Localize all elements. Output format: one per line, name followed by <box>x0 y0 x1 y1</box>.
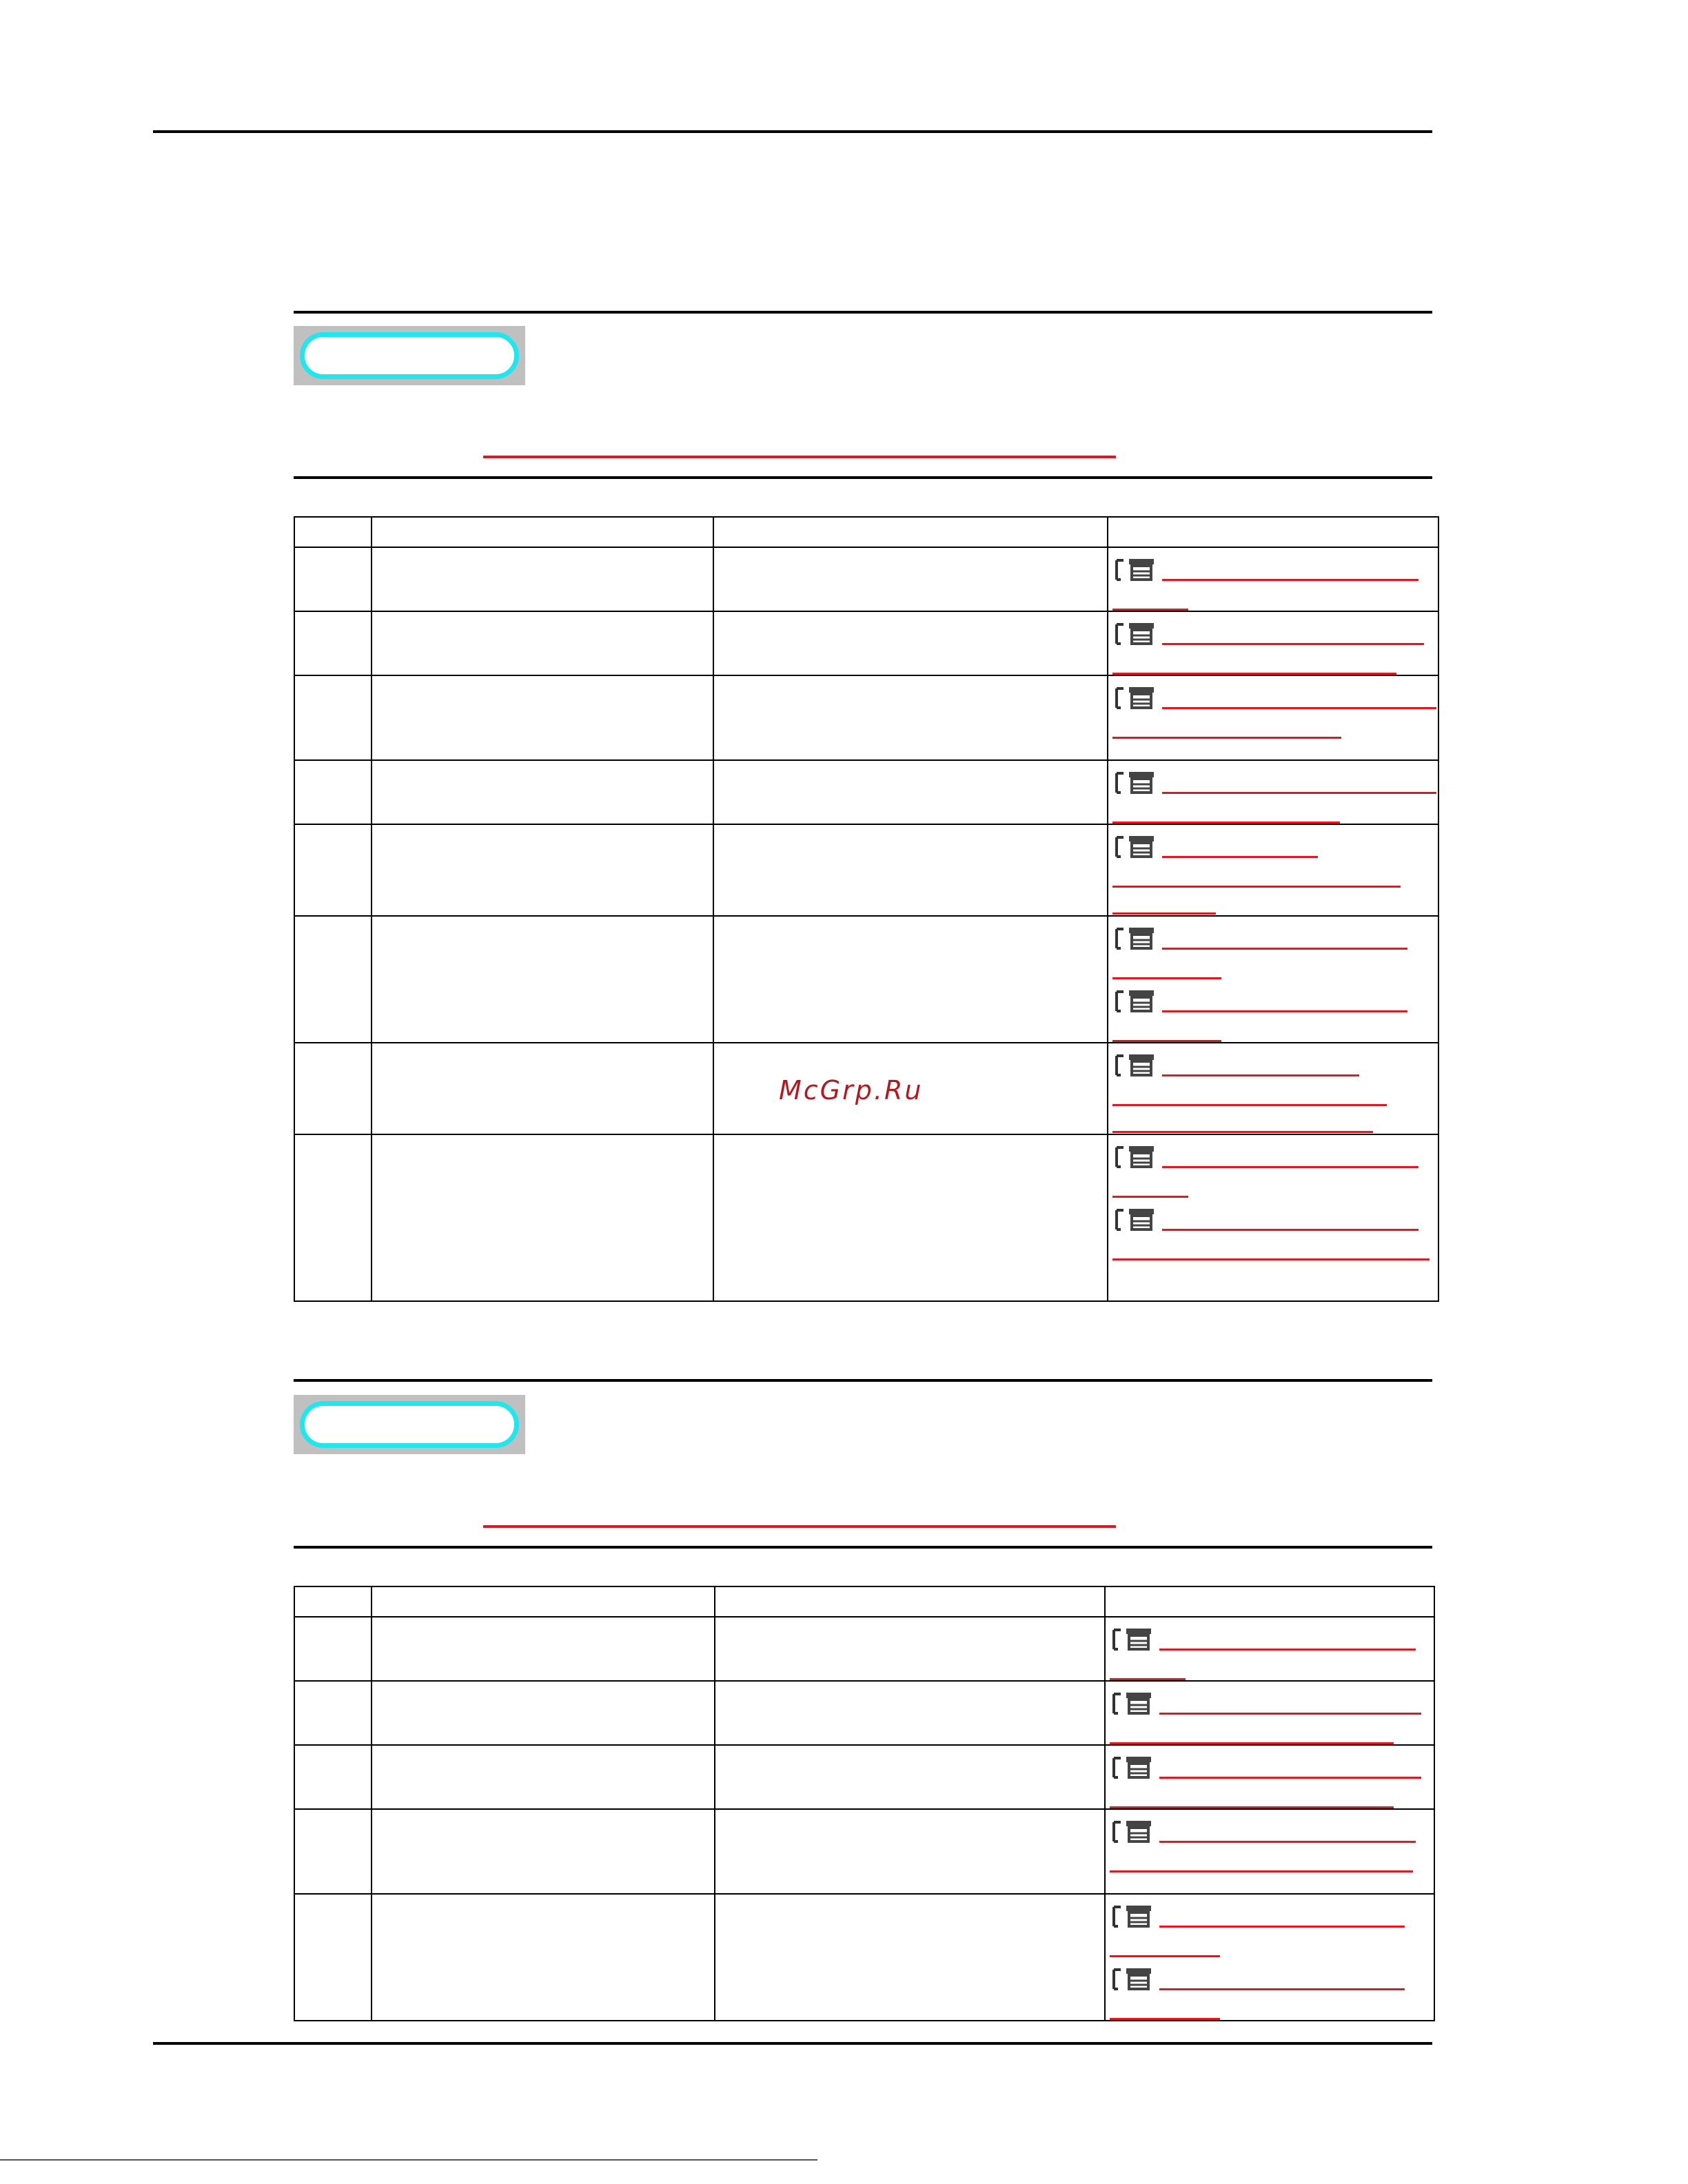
document-reference-icon <box>1112 1206 1162 1234</box>
section2-bottom-rule <box>294 1546 1432 1549</box>
table-row <box>294 1745 1434 1809</box>
table-cell <box>372 824 713 916</box>
reference-line <box>1108 676 1438 712</box>
reference-link[interactable] <box>1106 1617 1434 1680</box>
table-cell <box>372 1745 715 1809</box>
document-reference-icon <box>1110 1690 1159 1717</box>
scan-edge-line <box>0 2159 817 2161</box>
table-cell <box>372 1043 713 1134</box>
reference-link[interactable] <box>1106 1957 1434 2020</box>
reference-line <box>1106 1617 1434 1653</box>
reference-line <box>1108 548 1438 584</box>
table-cell <box>294 611 372 675</box>
table-cell <box>713 824 1108 916</box>
document-reference-icon <box>1112 769 1162 797</box>
reference-link[interactable] <box>1106 1810 1434 1872</box>
table-row <box>294 675 1438 760</box>
section1-table <box>294 516 1439 1302</box>
table-cell <box>372 760 713 824</box>
table-row <box>294 760 1438 824</box>
reference-underline[interactable] <box>1112 1104 1387 1106</box>
document-reference-icon <box>1112 833 1162 861</box>
reference-link[interactable] <box>1108 1043 1438 1133</box>
reference-cell <box>1105 1809 1434 1894</box>
table-cell <box>372 1894 715 2021</box>
header-cell <box>1105 1586 1434 1617</box>
reference-line <box>1108 979 1438 1015</box>
section2-badge <box>294 1395 525 1454</box>
document-reference-icon <box>1110 1966 1159 1993</box>
reference-cell <box>1105 1894 1434 2021</box>
table-cell <box>294 760 372 824</box>
table-cell <box>713 547 1108 611</box>
table-row <box>294 916 1438 1043</box>
reference-underline[interactable] <box>1112 886 1401 888</box>
reference-line <box>1106 1957 1434 1993</box>
reference-underline[interactable] <box>1110 2018 1220 2020</box>
reference-underline[interactable] <box>1112 912 1216 915</box>
reference-underline[interactable] <box>1159 1777 1421 1779</box>
document-reference-icon <box>1112 556 1162 584</box>
section1-badge-pill <box>300 332 519 379</box>
reference-underline[interactable] <box>1159 1713 1421 1715</box>
reference-cell <box>1108 824 1438 916</box>
reference-link[interactable] <box>1106 1746 1434 1808</box>
section1-title-link[interactable] <box>483 456 1116 458</box>
table-cell <box>713 916 1108 1043</box>
reference-underline[interactable] <box>1162 643 1424 645</box>
reference-underline[interactable] <box>1112 609 1188 611</box>
document-reference-icon <box>1112 988 1162 1015</box>
document-reference-icon <box>1110 1754 1159 1782</box>
reference-cell <box>1108 916 1438 1043</box>
reference-underline[interactable] <box>1112 1131 1373 1133</box>
reference-underline[interactable] <box>1112 673 1396 675</box>
reference-underline[interactable] <box>1159 1926 1405 1928</box>
reference-link[interactable] <box>1108 979 1438 1042</box>
reference-line <box>1108 1135 1438 1171</box>
section2-badge-pill <box>300 1401 519 1448</box>
reference-line <box>1106 1746 1434 1782</box>
reference-underline[interactable] <box>1162 1010 1407 1012</box>
table-row <box>294 547 1438 611</box>
reference-line <box>1108 1198 1438 1234</box>
reference-underline[interactable] <box>1162 707 1436 709</box>
table-cell <box>715 1894 1105 2021</box>
table-cell <box>294 1134 372 1301</box>
table-row <box>294 1617 1434 1681</box>
table-cell <box>294 1043 372 1134</box>
reference-underline[interactable] <box>1110 1870 1413 1872</box>
reference-cell <box>1108 1134 1438 1301</box>
table-cell <box>294 916 372 1043</box>
reference-link[interactable] <box>1108 1198 1438 1261</box>
reference-line <box>1108 917 1438 952</box>
section2-table <box>294 1586 1435 2021</box>
reference-underline[interactable] <box>1112 1040 1221 1042</box>
table-header-row <box>294 1586 1434 1617</box>
table-cell <box>715 1809 1105 1894</box>
reference-underline[interactable] <box>1162 792 1436 794</box>
table-cell <box>372 1681 715 1745</box>
table-row <box>294 611 1438 675</box>
reference-underline[interactable] <box>1112 821 1340 824</box>
reference-underline[interactable] <box>1112 1258 1430 1261</box>
reference-underline[interactable] <box>1159 1841 1416 1843</box>
reference-link[interactable] <box>1108 676 1438 739</box>
header-cell <box>294 1586 372 1617</box>
table-cell <box>715 1681 1105 1745</box>
table-cell <box>713 1134 1108 1301</box>
reference-link[interactable] <box>1108 548 1438 611</box>
table-cell <box>294 1745 372 1809</box>
reference-underline[interactable] <box>1162 1166 1418 1168</box>
reference-cell <box>1105 1617 1434 1681</box>
reference-underline[interactable] <box>1110 1742 1394 1744</box>
section1-top-rule <box>294 311 1432 314</box>
document-reference-icon <box>1112 620 1162 648</box>
table-cell <box>372 547 713 611</box>
reference-cell <box>1108 675 1438 760</box>
table-row <box>294 824 1438 916</box>
table-row <box>294 1894 1434 2021</box>
reference-underline[interactable] <box>1159 1649 1416 1651</box>
reference-link[interactable] <box>1108 612 1438 675</box>
reference-line <box>1108 612 1438 648</box>
table-cell <box>294 675 372 760</box>
reference-underline[interactable] <box>1110 1678 1186 1680</box>
reference-link[interactable] <box>1106 1895 1434 1957</box>
table-cell <box>372 611 713 675</box>
table-cell <box>372 1809 715 1894</box>
header-cell <box>294 517 372 547</box>
table-cell <box>294 1617 372 1681</box>
table-cell <box>372 1134 713 1301</box>
document-reference-icon <box>1110 1903 1159 1930</box>
reference-line <box>1108 1043 1438 1079</box>
section2-top-rule <box>294 1379 1432 1382</box>
table-row <box>294 1809 1434 1894</box>
header-cell <box>713 517 1108 547</box>
document-reference-icon <box>1110 1626 1159 1653</box>
table-header-row <box>294 517 1438 547</box>
reference-line <box>1108 825 1438 861</box>
table-cell <box>294 1809 372 1894</box>
table-cell <box>713 611 1108 675</box>
reference-underline[interactable] <box>1162 856 1318 858</box>
reference-line <box>1108 761 1438 797</box>
section1-bottom-rule <box>294 476 1432 479</box>
table-cell <box>372 675 713 760</box>
reference-underline[interactable] <box>1162 1074 1359 1076</box>
reference-link[interactable] <box>1108 917 1438 979</box>
header-cell <box>715 1586 1105 1617</box>
table-cell <box>715 1745 1105 1809</box>
table-cell <box>713 760 1108 824</box>
table-cell <box>294 1681 372 1745</box>
reference-link[interactable] <box>1106 1682 1434 1744</box>
table-cell <box>294 547 372 611</box>
table-row <box>294 1134 1438 1301</box>
table-cell <box>713 675 1108 760</box>
header-cell <box>1108 517 1438 547</box>
reference-line <box>1106 1682 1434 1717</box>
reference-underline[interactable] <box>1110 1806 1394 1808</box>
reference-underline[interactable] <box>1162 1229 1418 1231</box>
table-cell <box>372 916 713 1043</box>
page-header-rule <box>153 130 1432 133</box>
reference-cell <box>1108 760 1438 824</box>
table-cell <box>715 1617 1105 1681</box>
reference-cell <box>1105 1745 1434 1809</box>
reference-underline[interactable] <box>1112 737 1341 739</box>
reference-line <box>1106 1810 1434 1846</box>
document-reference-icon <box>1112 1143 1162 1171</box>
reference-underline[interactable] <box>1159 1988 1405 1990</box>
reference-cell <box>1108 611 1438 675</box>
header-cell <box>372 1586 715 1617</box>
section1-badge <box>294 326 525 385</box>
document-reference-icon <box>1110 1818 1159 1846</box>
reference-cell <box>1108 547 1438 611</box>
table-row <box>294 1681 1434 1745</box>
table-cell <box>372 1617 715 1681</box>
header-cell <box>372 517 713 547</box>
watermark: McGrp.Ru <box>779 1075 924 1105</box>
reference-cell <box>1108 1043 1438 1134</box>
reference-link[interactable] <box>1108 1135 1438 1198</box>
reference-line <box>1106 1895 1434 1930</box>
reference-link[interactable] <box>1108 761 1438 824</box>
reference-link[interactable] <box>1108 825 1438 915</box>
document-reference-icon <box>1112 925 1162 952</box>
table-cell <box>294 1894 372 2021</box>
reference-underline[interactable] <box>1162 948 1407 950</box>
reference-underline[interactable] <box>1162 579 1418 581</box>
document-reference-icon <box>1112 1052 1162 1079</box>
document-reference-icon <box>1112 684 1162 712</box>
table-cell <box>294 824 372 916</box>
reference-cell <box>1105 1681 1434 1745</box>
section2-title-link[interactable] <box>483 1525 1116 1528</box>
page-footer-rule <box>153 2042 1432 2045</box>
